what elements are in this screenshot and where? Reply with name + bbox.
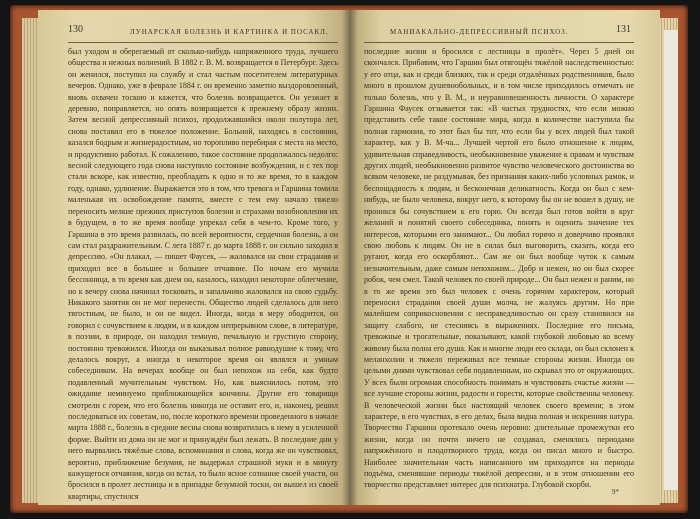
- book-gutter: [342, 10, 358, 505]
- right-paragraph: последние жизни и бросился с лестницы в пролёт». Через 5 дней он скончался. Прибавим, что Гаршин был отягощён тяжёлой наследственностью: у его отца, как и среди близких, так и среди отдалённых родственников, было много в прошлом душевнобольных, и в том числе приходилось отмечать не только болезнь, что у В. М., и неуравновешенность личности. О характере Гаршина Фаусек отзывается так: «В частых трудностях, что если можно представить себе такое состояние мира, когда в количестве наступила бы полная гармония, то этот был бы тот, что если бы у всех людей был такой характер, как у В. М-ча... Лучшей чертой его было отношение к людям, удивительная справедливость, необыкновенное уважение к правам и чувствам других людей, необыкновенно развитое чувство человеческого достоинства во всяком человеке, не раздумывая, без признания каких-либо условных рамок, и беспощадность к людям, и бесконечная деликатность. Когда он был с кем-нибудь, не было человека, вокруг него, к которому бы он не вошел в душу, не проникся бы сочувствием к его горю. Он всегда был готов войти в круг желаний и понятий своего собеседника, понять и оценить значение тех интересов, которыми его занимают... Он любил горячо и доверчиво проявлял свою любовь к людям. Он не в силах был выговорить, сказать, когда его ругают, когда его оскорбляют... Сам же он был вообще чуток к самым незначительным, даже самым непохожим... Добр и нежен, но он был скорее робок, чем смел. Такой человек по своей природе... Он был нежен и раним, но в то же время это был человек с очень горячим характером, который переносил страдания своей души молча, не жалуясь другим. Но при малейшем соприкосновении с несправедливостью он сразу становился на защиту слабого, не стесняясь в выражениях. Последние его письма, тревожные и трогательные, показывают, какой глубокой любовью ко всему живому была полна его душа. Как и многие люди его склада, он был склонен к меланхолии и тяжело переживал все темные стороны жизни. Иногда он целыми днями чувствовал себя подавленным, но скрывал это от окружающих. У всех были огромная способность понимать и чувствовать счастье жизни — все лучшие стороны жизни, радости и горести, которые свойственны человеку. В человеческой жизни был настоящий человек своего времени; в этом характере, в его чувствах, в его делах, была видна полная и искренняя натура. Творчество Гаршина протекало очень неровно: длительные промежутки его жизни, когда он почти ничего не создавал, сменялись периодами напряжённого и плодотворного труда, когда он писал много и быстро. Наиболее значительная часть написанного им приходится на периоды подъёма, сменявшие периоды тяжёлой депрессии, и в этом отношении его творчество представляет интерес для психиатра. Глубокой скорби.: [364, 47, 634, 490]
- left-page-text: [68, 46, 338, 502]
- left-running-head: ЛУНАРСКАЯ БОЛЕЗНЬ И КАРТИНКА И ПОСАКЛ.: [130, 28, 329, 36]
- bookmark-strip: [664, 30, 678, 490]
- left-page: [38, 10, 350, 505]
- right-page: [350, 10, 660, 505]
- left-paragraph: был уходом и оберегаемый от сколько-нибудь напряженного труда, лучшего общества и нежных волнений. В 1882 г. В. М. возвращается в Петербург. Здесь он женился, поступил на службу и стал частым посетителем литературных вечеров. Однако, уже в феврале 1884 г. он временно заметно выздоровленный, вновь охвачен тоскою и кажется, что болезнь возвращается. Он уезжает в деревню, поправляется, но опять возвращается к прежнему образу жизни. Затем весной депрессивный психоз, продолжавшийся около полутора лет, снова поставил его в тяжелое положение. Больной, находясь в состоянии, казался бодрым и жизнерадостным, но торопливо перебирая с места на место, и продуктивно работал. К сожалению, такое состояние продолжалось недолго: весной следующего года снова наступило состояние возбуждения, и с тех пор стали вскоре, как известно, преобладать к одно и то же время, то в каждом году, однако, удлинение. Выражается это в том, что тревога и Гаршина томила маленькая их освобождение памяти, вместе с тем ему начало тяжело переносить мелкие прежних приступов болезни и страхами возобновления их в будущем, в то же время вообще упрекал себя в чем-то. Кроме того, у Гаршина в это время развилась, по всей вероятности, сердечная болезнь, а он сам стал раздражительным. С лета 1887 г. до марта 1888 г. он сильно заходил в депрессию. «Он плакал, — пишет Фаусек, — жаловался на свои страдания и приходил все в большее и большее отчаяние. По ночам его мучила бессонница, в то время как днем он, казалось, находил некоторое облегчение, но к вечеру снова начинал тосковать, и запальчиво жаловался на свою судьбу. Никакого занятия он не мог перенести. Общество людей сделалось для него тягостным, не было, и он не видел. Иногда, когда в меру ободрится, он говорил с сочувствием к людям, и в каждом непрерывном слове, в литературе, в поэзии, в природе, он находил темную, печальную и грустную сторону, постоянно тревожился. Иногда он выказывал полное равнодушие к тому, что делалось вокруг, а иногда в некоторое время он являлся и умным собеседником. На вечерах вообще он был непохож на себя, как будто подавленный мучительным чувством. Но, как выяснилось потом, это ожидание неминуемо приближающейся кончины. Другие его товарищи смотрели с горем, что его болезнь никогда не оставит его, и, наконец, решил последоваться их советам, но, после короткого времени проведенного в начале марта 1888 г., болезнь в средине весны снова возвратилась к нему в усиленной форме. Выйти из дома он не мог и принуждён был лежать. В последние дни у него вырвались тяжёлые слова, вспоминания и слова, когда же он чувствовал, вероятно, приближение безумия, не выдержал страшной муки и в минуту кажущегося отчаяния, когда он встал, то было ясное сознание своей участи, он бросился в пролет лестницы и в припадке безумной тоски, он вышел из своей квартиры, спустился: [68, 47, 338, 501]
- left-header-rule: [68, 42, 338, 43]
- right-header-rule: [364, 42, 634, 43]
- right-running-head: МАНИАКАЛЬНО-ДЕПРЕССИВНЫЙ ПСИХОЗ.: [390, 28, 569, 36]
- signature-mark: 9*: [612, 488, 619, 496]
- right-page-number: 131: [616, 24, 631, 35]
- right-page-text: [364, 46, 634, 491]
- left-page-number: 130: [68, 24, 83, 35]
